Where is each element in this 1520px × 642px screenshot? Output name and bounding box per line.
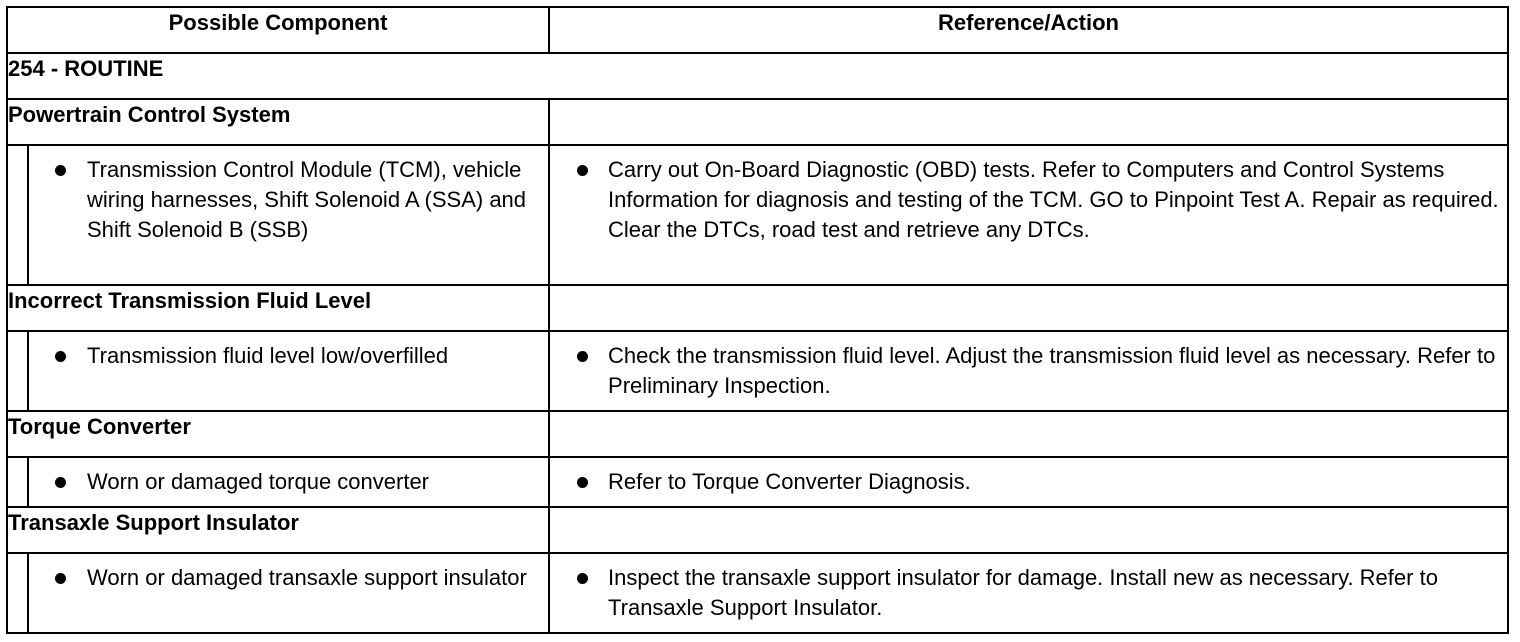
group-label-fluid-level: Incorrect Transmission Fluid Level bbox=[7, 285, 549, 331]
diagnosis-table bbox=[6, 6, 1509, 634]
component-text: Transmission Control Module (TCM), vehicle wiring harnesses, Shift Solenoid A (SSA) and Shift Solenoid B (SSB) bbox=[87, 157, 527, 242]
item-row bbox=[7, 553, 1508, 633]
action-text: Refer to Torque Converter Diagnosis. bbox=[608, 469, 971, 494]
group-row bbox=[7, 99, 1508, 145]
section-title: 254 - ROUTINE bbox=[7, 53, 1508, 99]
item-row bbox=[7, 145, 1508, 285]
list-item bbox=[29, 554, 548, 602]
list-item bbox=[550, 458, 1507, 506]
component-cell bbox=[28, 331, 549, 411]
action-cell bbox=[549, 331, 1508, 411]
indent-cell bbox=[7, 145, 28, 285]
group-label-support-insulator: Transaxle Support Insulator bbox=[7, 507, 549, 553]
component-text: Worn or damaged transaxle support insulator bbox=[87, 565, 527, 590]
bullet-icon bbox=[55, 165, 66, 176]
item-row bbox=[7, 457, 1508, 507]
action-cell bbox=[549, 553, 1508, 633]
component-cell bbox=[28, 553, 549, 633]
list-item bbox=[550, 554, 1507, 632]
bullet-icon bbox=[55, 351, 66, 362]
bullet-icon bbox=[577, 573, 588, 584]
list-item bbox=[29, 146, 548, 254]
component-text: Worn or damaged torque converter bbox=[87, 469, 429, 494]
action-text: Check the transmission fluid level. Adjust the transmission fluid level as necessary. Refer to Preliminary Inspection. bbox=[608, 343, 1496, 398]
group-label-torque-converter: Torque Converter bbox=[7, 411, 549, 457]
group-blank-cell bbox=[549, 99, 1508, 145]
section-row bbox=[7, 53, 1508, 99]
bullet-icon bbox=[55, 477, 66, 488]
group-row bbox=[7, 285, 1508, 331]
group-blank-cell bbox=[549, 507, 1508, 553]
bullet-icon bbox=[55, 573, 66, 584]
component-cell bbox=[28, 145, 549, 285]
list-item bbox=[29, 332, 548, 380]
group-row bbox=[7, 507, 1508, 553]
indent-cell bbox=[7, 331, 28, 411]
bullet-icon bbox=[577, 165, 588, 176]
group-label-powertrain: Powertrain Control System bbox=[7, 99, 549, 145]
group-blank-cell bbox=[549, 411, 1508, 457]
item-row bbox=[7, 331, 1508, 411]
indent-cell bbox=[7, 553, 28, 633]
header-possible-component: Possible Component bbox=[7, 7, 549, 53]
action-cell bbox=[549, 457, 1508, 507]
group-row bbox=[7, 411, 1508, 457]
list-item bbox=[550, 146, 1507, 254]
component-cell bbox=[28, 457, 549, 507]
component-text: Transmission fluid level low/overfilled bbox=[87, 343, 449, 368]
action-text: Inspect the transaxle support insulator for damage. Install new as necessary. Refer to Transaxle Support Insulator. bbox=[608, 565, 1438, 620]
group-blank-cell bbox=[549, 285, 1508, 331]
header-reference-action: Reference/Action bbox=[549, 7, 1508, 53]
action-text: Carry out On-Board Diagnostic (OBD) tests. Refer to Computers and Control Systems Information for diagnosis and testing of the TCM. GO to Pinpoint Test A. Repair as required. Clear the DTCs, road test and retrieve any DTCs. bbox=[608, 157, 1499, 242]
indent-cell bbox=[7, 457, 28, 507]
bullet-icon bbox=[577, 477, 588, 488]
bullet-icon bbox=[577, 351, 588, 362]
list-item bbox=[550, 332, 1507, 410]
header-row bbox=[7, 7, 1508, 53]
action-cell bbox=[549, 145, 1508, 285]
list-item bbox=[29, 458, 548, 506]
